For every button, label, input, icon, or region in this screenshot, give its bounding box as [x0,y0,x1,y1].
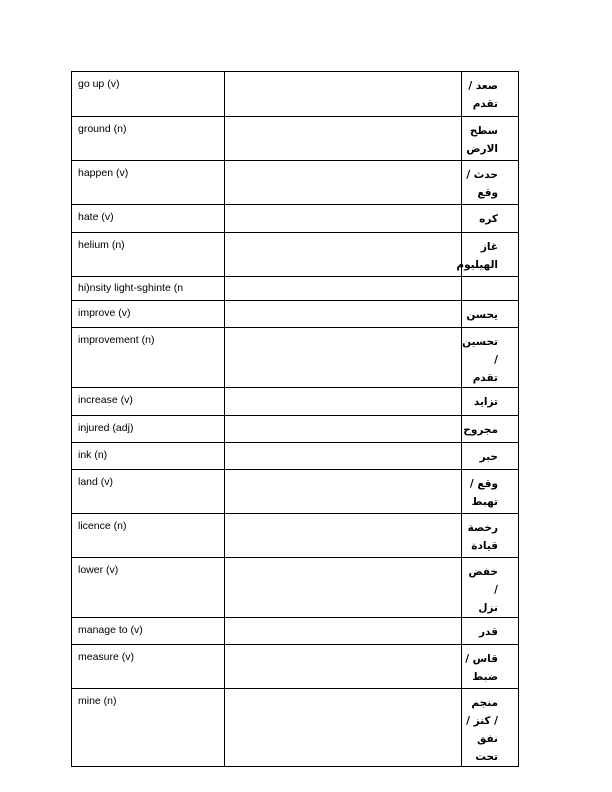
arabic-cell [462,161,519,205]
blank-cell [225,388,462,416]
english-term: ground (n) [78,123,127,135]
english-cell [72,205,225,233]
arabic-cell [462,277,519,301]
english-term: helium (n) [78,239,125,251]
arabic-cell [456,233,519,277]
arabic-cell [462,618,519,645]
table-row [72,645,519,689]
arabic-cell [462,301,519,328]
arabic-translation: تزايد [473,396,498,408]
table-row [72,205,519,233]
arabic-cell [462,558,519,618]
blank-cell [225,618,462,645]
table-row [72,117,519,161]
english-cell [72,618,225,645]
arabic-translation: سطح الارض [466,125,498,155]
blank-cell [225,470,462,514]
english-cell [72,689,225,767]
english-cell [72,72,225,117]
table-row [72,514,519,558]
arabic-cell [462,388,519,416]
table-row [72,470,519,514]
arabic-translation: حدث / وقع [466,169,498,199]
table-row [72,443,519,470]
arabic-translation: قدر [479,626,498,638]
table-row [72,301,519,328]
arabic-cell [462,72,519,117]
english-term: hi)nsity light-sghinte (n [78,282,184,294]
blank-cell [225,558,462,618]
blank-cell [225,514,462,558]
arabic-cell [462,645,519,689]
english-cell [72,328,225,388]
arabic-translation: خفض / نزل [468,566,498,614]
english-term: land (v) [78,476,114,488]
blank-cell [225,161,462,205]
arabic-translation: رخصة قيادة [467,522,498,552]
arabic-translation: حبر [479,451,498,463]
english-cell [72,233,225,277]
arabic-cell [462,514,519,558]
table-row [72,388,519,416]
arabic-translation [462,277,518,282]
table-row [72,689,519,767]
english-cell [72,388,225,416]
arabic-translation: يحسن [466,309,498,321]
arabic-translation: منجم / كنز / نفق تحت [466,697,498,763]
english-cell [72,558,225,618]
english-cell [72,470,225,514]
english-term: increase (v) [78,394,133,406]
english-term: lower (v) [78,564,119,576]
english-cell [72,443,225,470]
english-cell [72,416,225,443]
blank-cell [225,72,462,117]
arabic-translation: وقع / تهبط [469,478,498,508]
arabic-cell [462,117,519,161]
table-row [72,233,519,277]
arabic-translation: كره [479,213,498,225]
blank-cell [225,205,462,233]
table-row [72,558,519,618]
blank-cell [225,689,462,767]
blank-cell [225,277,462,301]
english-term: manage to (v) [78,624,143,636]
blank-cell [225,443,462,470]
arabic-translation: مجروح [463,424,498,436]
arabic-translation: تحسين / تقدم [462,336,498,384]
english-term: go up (v) [78,78,120,90]
arabic-cell [462,470,519,514]
english-term: ink (n) [78,449,108,461]
blank-cell [225,328,462,388]
vocabulary-table-body [72,72,519,767]
english-cell [72,645,225,689]
english-term: mine (n) [78,695,117,707]
english-cell [72,514,225,558]
arabic-translation: قاس / ضبط [465,653,498,683]
english-cell [72,117,225,161]
english-term: happen (v) [78,167,129,179]
arabic-cell [462,689,519,767]
english-cell [72,277,225,301]
table-row [72,328,519,388]
arabic-cell [462,416,519,443]
blank-cell [225,416,462,443]
table-row [72,161,519,205]
english-term: improve (v) [78,307,131,319]
vocabulary-table [71,71,519,767]
english-cell [72,301,225,328]
arabic-translation: صعد / تقدم [468,80,498,110]
arabic-cell [462,328,519,388]
blank-cell [225,117,462,161]
english-term: hate (v) [78,211,114,223]
arabic-cell [462,443,519,470]
table-row [72,618,519,645]
english-term: injured (adj) [78,422,134,434]
arabic-translation: غاز الهيليوم [456,241,498,271]
table-row [72,72,519,117]
english-term: improvement (n) [78,334,155,346]
blank-cell [225,233,462,277]
arabic-cell [462,205,519,233]
english-term: measure (v) [78,651,135,663]
blank-cell [225,301,462,328]
english-cell [72,161,225,205]
table-row [72,416,519,443]
table-row [72,277,519,301]
blank-cell [225,645,462,689]
english-term: licence (n) [78,520,127,532]
